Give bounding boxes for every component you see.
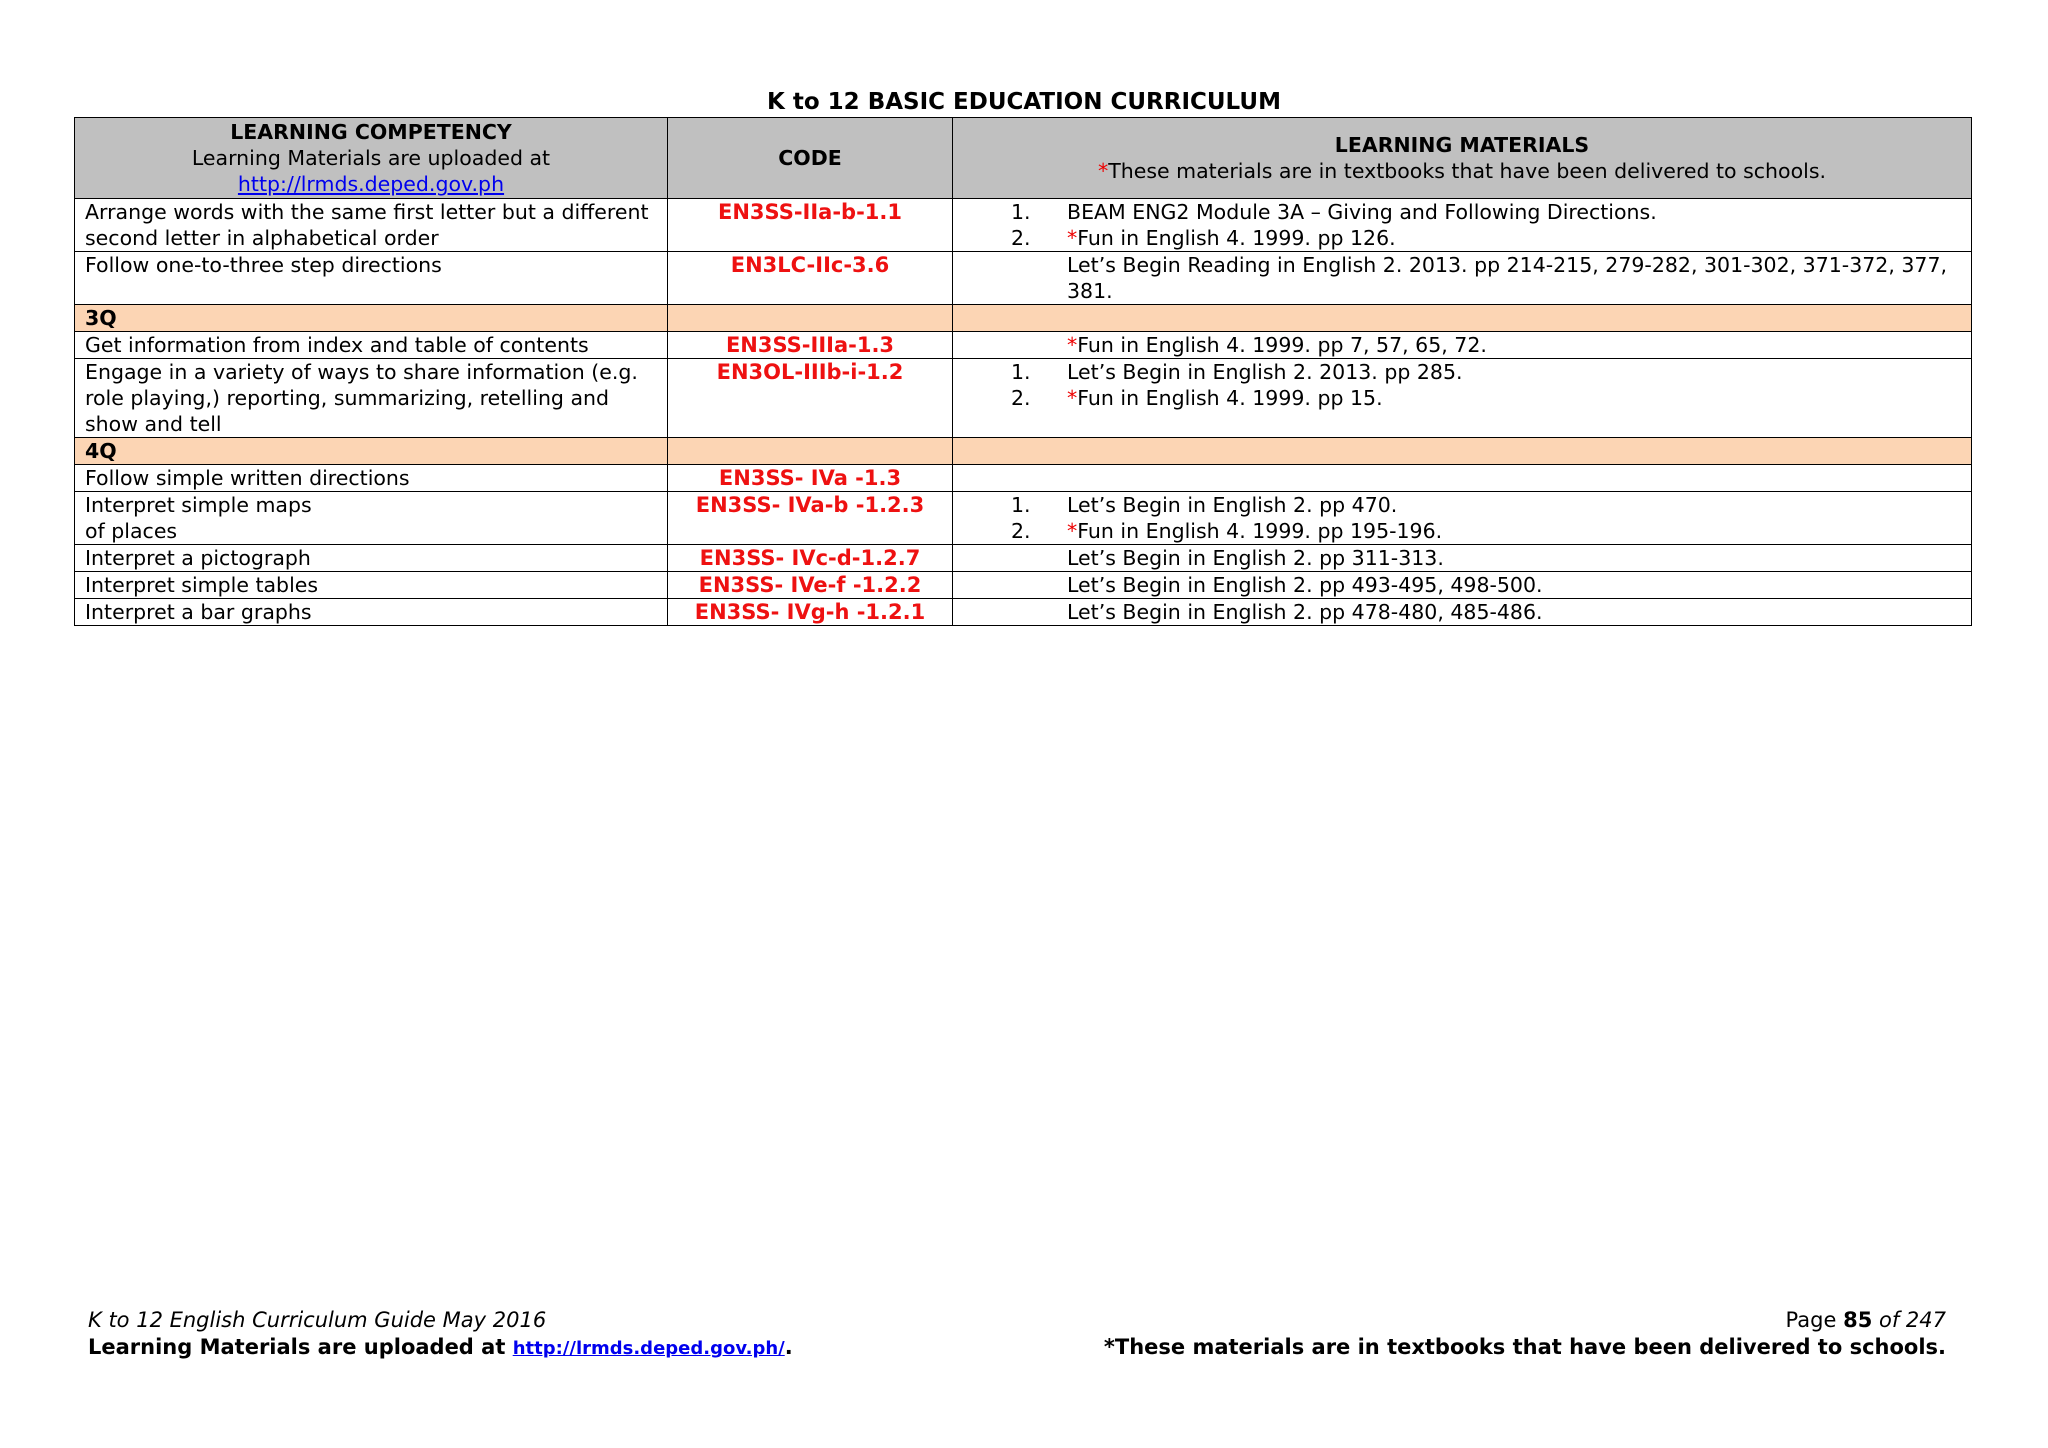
code-cell: EN3OL-IIIb-i-1.2 xyxy=(668,359,953,438)
materials-cell xyxy=(953,359,1972,438)
table-row xyxy=(75,252,1972,305)
materials-cell xyxy=(953,199,1972,252)
code-cell: EN3SS- IVc-d-1.2.7 xyxy=(668,545,953,572)
header-competency xyxy=(75,118,668,199)
materials-cell: *Fun in English 4. 1999. pp 7, 57, 65, 72. xyxy=(953,332,1972,359)
competency-cell: Interpret simple maps of places xyxy=(75,492,668,545)
materials-cell: Let’s Begin in English 2. pp 493-495, 498-500. xyxy=(953,572,1972,599)
code-cell: EN3SS- IVa -1.3 xyxy=(668,465,953,492)
material-item: 1. Let’s Begin in English 2. pp 470. xyxy=(1011,493,1398,517)
header-materials xyxy=(953,118,1972,199)
materials-subheading: These materials are in textbooks that have been delivered to schools. xyxy=(1108,159,1827,183)
materials-cell: Let’s Begin in English 2. pp 478-480, 485-486. xyxy=(953,599,1972,626)
table-row xyxy=(75,465,1972,492)
materials-cell xyxy=(953,465,1972,492)
footer-left: K to 12 English Curriculum Guide May 2016 Learning Materials are uploaded at http://lrmds.deped.gov.ph/. xyxy=(88,1308,793,1359)
competency-cell: Arrange words with the same first letter but a different second letter in alphabetical order xyxy=(75,199,668,252)
competency-cell: Interpret simple tables xyxy=(75,572,668,599)
footer-uploaded-text: Learning Materials are uploaded at xyxy=(88,1335,506,1359)
material-item: 2. *Fun in English 4. 1999. pp 126. xyxy=(1011,226,1396,250)
code-cell: EN3LC-IIc-3.6 xyxy=(668,252,953,305)
material-item: 2. *Fun in English 4. 1999. pp 15. xyxy=(1011,386,1383,410)
quarter-label: 4Q xyxy=(75,438,668,465)
table-row xyxy=(75,332,1972,359)
asterisk-mark: * xyxy=(1097,159,1109,183)
competency-cell: Engage in a variety of ways to share information (e.g. role playing,) reporting, summarizing, retelling and show and tell xyxy=(75,359,668,438)
code-cell: EN3SS- IVe-f -1.2.2 xyxy=(668,572,953,599)
code-cell: EN3SS- IVa-b -1.2.3 xyxy=(668,492,953,545)
table-header-row xyxy=(75,118,1972,199)
competency-cell: Interpret a bar graphs xyxy=(75,599,668,626)
code-cell: EN3SS- IVg-h -1.2.1 xyxy=(668,599,953,626)
competency-subheading: Learning Materials are uploaded at xyxy=(191,146,551,170)
footer-right xyxy=(1104,1307,1946,1361)
materials-cell: Let’s Begin Reading in English 2. 2013. pp 214-215, 279-282, 301-302, 371-372, 377, 381. xyxy=(953,252,1972,305)
material-item: 2. *Fun in English 4. 1999. pp 195-196. xyxy=(1011,519,1443,543)
table-row xyxy=(75,359,1972,438)
materials-heading: LEARNING MATERIALS xyxy=(1334,133,1590,157)
quarter-row xyxy=(75,438,1972,465)
material-item: 1. BEAM ENG2 Module 3A – Giving and Following Directions. xyxy=(1011,200,1657,224)
table-row xyxy=(75,572,1972,599)
materials-cell xyxy=(953,492,1972,545)
code-cell: EN3SS-IIIa-1.3 xyxy=(668,332,953,359)
footer-note: *These materials are in textbooks that have been delivered to schools. xyxy=(1103,1335,1946,1359)
table-row xyxy=(75,545,1972,572)
page-number: Page 85 of 247 xyxy=(1785,1308,1946,1332)
material-item: 1. Let’s Begin in English 2. 2013. pp 285. xyxy=(1011,360,1463,384)
header-code xyxy=(668,118,953,199)
competency-cell: Follow one-to-three step directions xyxy=(75,252,668,305)
competency-cell: Get information from index and table of contents xyxy=(75,332,668,359)
lrmds-link[interactable]: http://lrmds.deped.gov.ph xyxy=(237,172,505,196)
table-row xyxy=(75,199,1972,252)
competency-heading: LEARNING COMPETENCY xyxy=(230,120,512,144)
competency-cell: Interpret a pictograph xyxy=(75,545,668,572)
table-row xyxy=(75,599,1972,626)
competency-cell: Follow simple written directions xyxy=(75,465,668,492)
materials-cell: Let’s Begin in English 2. pp 311-313. xyxy=(953,545,1972,572)
quarter-label: 3Q xyxy=(75,305,668,332)
document-title: K to 12 BASIC EDUCATION CURRICULUM xyxy=(767,89,1281,115)
quarter-row xyxy=(75,305,1972,332)
code-heading: CODE xyxy=(778,146,842,170)
footer-guide: K to 12 English Curriculum Guide May 2016 xyxy=(88,1308,547,1332)
table-row xyxy=(75,492,1972,545)
footer-lrmds-link[interactable]: http://lrmds.deped.gov.ph/ xyxy=(512,1338,785,1359)
code-cell: EN3SS-IIa-b-1.1 xyxy=(668,199,953,252)
curriculum-table xyxy=(74,117,1972,626)
